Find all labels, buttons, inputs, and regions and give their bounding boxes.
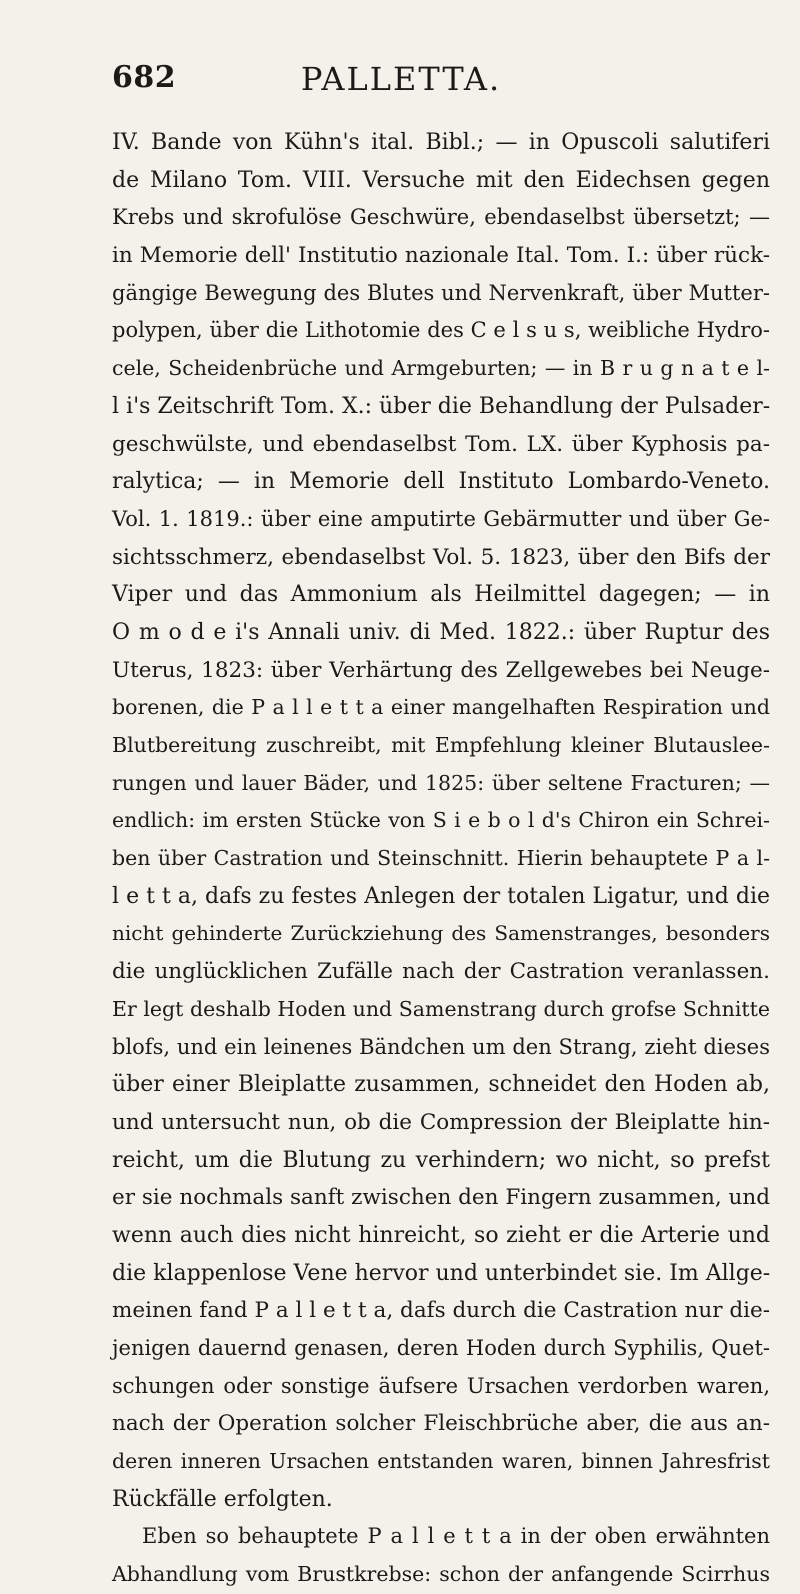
body-text: [112, 124, 770, 1594]
text-line: die klappenlose Vene hervor und unterbindet sie. Im Allge-: [112, 1260, 771, 1286]
text-line: die unglücklichen Zufälle nach der Castration veranlassen.: [112, 959, 770, 985]
text-line: Viper und das Ammonium als Heilmittel dagegen; — in: [112, 582, 770, 608]
text-line: polypen, über die Lithotomie des C e l s u s, weibliche Hydro-: [112, 318, 770, 343]
text-line: Er legt deshalb Hoden und Samenstrang durch grofse Schnitte: [112, 996, 770, 1021]
text-line: IV. Bande von Kühn's ital. Bibl.; — in Opuscoli salutiferi: [112, 130, 770, 155]
text-line: geschwülste, und ebendaselbst Tom. LX. über Kyphosis pa-: [112, 431, 770, 457]
text-line: nach der Operation solcher Fleischbrüche aber, die aus an-: [112, 1411, 770, 1437]
page-header: [112, 60, 760, 104]
text-line: Rückfälle erfolgten.: [112, 1486, 333, 1512]
text-line: er sie nochmals sanft zwischen den Fingern zusammen, und: [112, 1185, 770, 1211]
text-line: ben über Castration und Steinschnitt. Hierin behauptete P a l-: [112, 846, 770, 871]
text-line: rungen und lauer Bäder, und 1825: über seltene Fracturen; —: [112, 770, 770, 795]
text-line: gängige Bewegung des Blutes und Nervenkraft, über Mutter-: [112, 280, 770, 305]
text-line: borenen, die P a l l e t t a einer mangelhaften Respiration und: [112, 695, 770, 720]
text-line: ralytica; — in Memorie dell Instituto Lombardo-Veneto.: [112, 469, 770, 495]
text-line: über einer Bleiplatte zusammen, schneidet den Hoden ab,: [112, 1072, 770, 1098]
text-line: Blutbereitung zuschreibt, mit Empfehlung kleiner Blutauslee-: [112, 733, 770, 757]
text-line: wenn auch dies nicht hinreicht, so zieht er die Arterie und: [112, 1222, 770, 1248]
text-line: in Memorie dell' Institutio nazionale Ital. Tom. I.: über rück-: [112, 243, 770, 269]
text-line: und untersucht nun, ob die Compression der Bleiplatte hin-: [112, 1109, 770, 1135]
text-line: l e t t a, dafs zu festes Anlegen der totalen Ligatur, und die: [112, 883, 770, 909]
text-line: nicht gehinderte Zurückziehung des Samenstranges, besonders: [112, 921, 770, 946]
text-line: Vol. 1. 1819.: über eine amputirte Gebärmutter und über Ge-: [112, 506, 770, 531]
page-number: 682: [112, 60, 177, 95]
text-line: blofs, und ein leinenes Bändchen um den Strang, zieht dieses: [112, 1034, 770, 1059]
running-head: PALLETTA.: [300, 60, 502, 98]
text-line: meinen fand P a l l e t t a, dafs durch die Castration nur die-: [112, 1298, 770, 1324]
text-line: reicht, um die Blutung zu verhindern; wo nicht, so prefst: [112, 1147, 770, 1173]
text-line: Abhandlung vom Brustkrebse: schon der anfangende Scirrhus: [112, 1562, 770, 1587]
text-line: endlich: im ersten Stücke von S i e b o l d's Chiron ein Schrei-: [112, 808, 770, 833]
text-line: Eben so behauptete P a l l e t t a in der oben erwähnten: [142, 1524, 770, 1549]
text-line: deren inneren Ursachen entstanden waren, binnen Jahresfrist: [112, 1449, 770, 1474]
text-line: jenigen dauernd genasen, deren Hoden durch Syphilis, Quet-: [112, 1336, 770, 1360]
text-line: sichtsschmerz, ebendaselbst Vol. 5. 1823, über den Bifs der: [112, 544, 770, 570]
text-line: schungen oder sonstige äufsere Ursachen verdorben waren,: [112, 1373, 770, 1398]
text-line: l i's Zeitschrift Tom. X.: über die Behandlung der Pulsader-: [112, 393, 771, 419]
text-line: O m o d e i's Annali univ. di Med. 1822.: über Ruptur des: [112, 619, 770, 645]
text-line: de Milano Tom. VIII. Versuche mit den Eidechsen gegen: [112, 167, 770, 193]
text-line: cele, Scheidenbrüche und Armgeburten; — in B r u g n a t e l-: [112, 356, 770, 381]
text-line: Uterus, 1823: über Verhärtung des Zellgewebes bei Neuge-: [112, 657, 770, 683]
text-line: Krebs und skrofulöse Geschwüre, ebendaselbst übersetzt; —: [112, 205, 770, 230]
